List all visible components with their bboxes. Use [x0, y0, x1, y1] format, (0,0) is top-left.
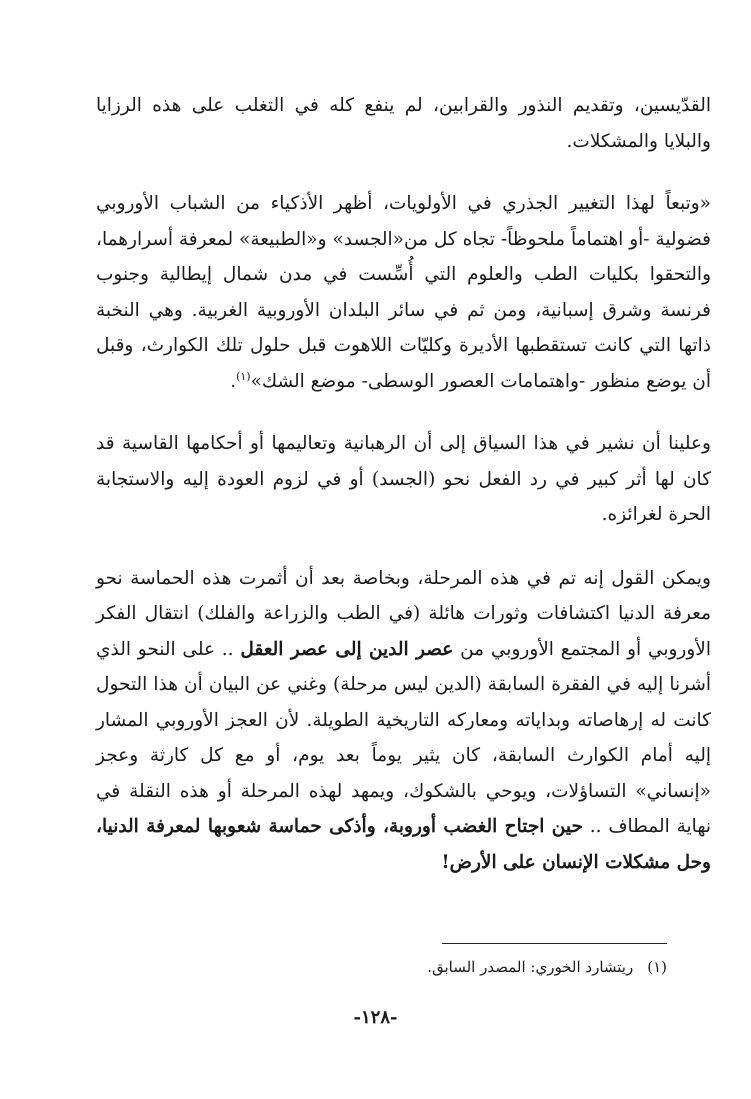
page-body	[96, 88, 711, 880]
footnote-reference[interactable]: (١)	[236, 369, 251, 383]
paragraph-1-text: القدّيسين، وتقديم النذور والقرابين، لم ينفع كله في التغلب على هذه الرزايا والبلايا والمشكلات.	[96, 95, 711, 152]
paragraph-3	[96, 426, 711, 533]
paragraph-4-text-b: .. على النحو الذي أشرنا إليه في الفقرة السابقة (الدين ليس مرحلة) وغني عن البيان أن هذا التحول كانت له إرهاصاته وبداياته ومعاركه التاريخية الطويلة. لأن العجز الأوروبي المشار إليه أمام الكوارث السابقة، كان يثير يوماً بعد يوم، أو مع كل كارثة وعجز «إنساني» التساؤلات، ويوحي بالشكوك، ويمهد لهذه المرحلة أو هذه النقلة في نهاية المطاف ..	[96, 638, 711, 837]
paragraph-4	[96, 561, 711, 881]
footnote-divider	[442, 943, 667, 944]
footnote	[427, 956, 667, 978]
footnote-number: (١)	[647, 958, 667, 976]
paragraph-1	[96, 88, 711, 159]
paragraph-2-text: «وتبعاً لهذا التغيير الجذري في الأولويات، أظهر الأذكياء من الشباب الأوروبي فضولية -أو اهتماماً ملحوظاً- تجاه كل من«الجسد» و«الطبيعة» لمعرفة أسرارهما، والتحقوا بكليات الطب والعلوم التي أُسِّست في مدن شمال إيطالية وجنوب فرنسة وشرق إسبانية، ومن ثم في سائر البلدان الأوروبية الغربية. وهي النخبة ذاتها التي كانت تستقطبها الأديرة وكليّات اللاهوت قبل حلول تلك الكوارث، وقبل أن يوضع منظور -واهتمامات العصور الوسطى- موضع الشك»	[96, 193, 711, 392]
paragraph-2-quote	[96, 186, 711, 399]
paragraph-4-text-a: ويمكن القول إنه تم في هذه المرحلة، وبخاصة بعد أن أثمرت هذه الحماسة نحو معرفة الدنيا اكتشافات وثورات هائلة (في الطب والزراعة والفلك) انتقال الفكر الأوروبي أو المجتمع الأوروبي من	[96, 567, 711, 660]
paragraph-4-emphasis-a: عصر الدين إلى عصر العقل	[240, 638, 454, 660]
paragraph-4-emphasis-b: حين اجتاح الغضب أوروبة، وأذكى حماسة شعوبها لمعرفة الدنيا، وحل مشكلات الإنسان على الأرض!	[96, 816, 711, 873]
paragraph-2-end: .	[230, 370, 237, 392]
page-number: -١٢٨-	[353, 1007, 398, 1028]
footnote-text: ريتشارد الخوري: المصدر السابق.	[427, 958, 634, 976]
paragraph-3-text: وعلينا أن نشير في هذا السياق إلى أن الرهبانية وتعاليمها أو أحكامها القاسية قد كان لها أثر كبير في رد الفعل نحو (الجسد) أو في لزوم العودة إليه والاستجابة الحرة لغرائزه.	[96, 433, 711, 525]
